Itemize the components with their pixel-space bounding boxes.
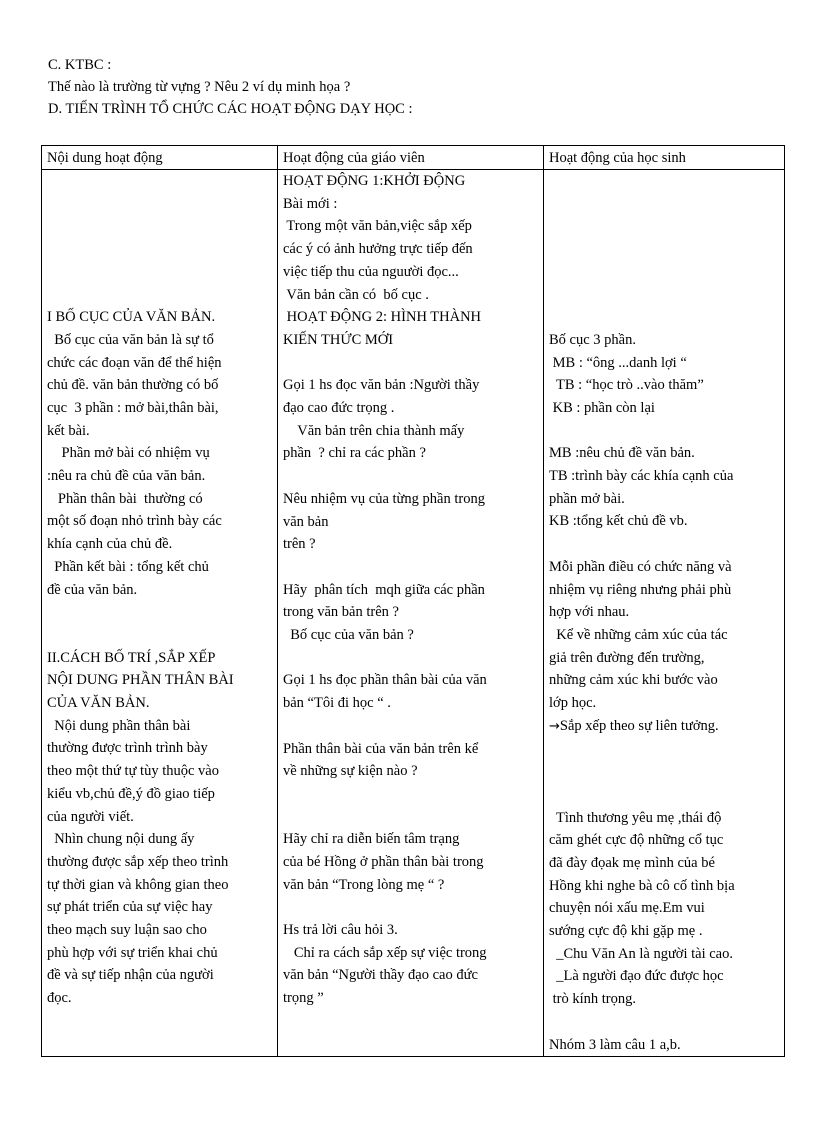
right-arrow-icon: → bbox=[549, 718, 560, 734]
student-line: KB :tổng kết chủ đề vb. bbox=[549, 513, 688, 530]
content-line: :nêu ra chủ đề của văn bản. bbox=[47, 468, 206, 485]
content-line: Bố cục của văn bản là sự tổ bbox=[47, 331, 214, 348]
student-line: Mỗi phần điều có chức năng và bbox=[549, 558, 732, 575]
lesson-plan-table bbox=[41, 145, 785, 1057]
student-line bbox=[549, 761, 780, 784]
teacher-line: Hãy chỉ ra diễn biến tâm trạng bbox=[283, 831, 460, 848]
student-line bbox=[549, 170, 780, 193]
student-line bbox=[549, 238, 780, 261]
header-content: Nội dung hoạt động bbox=[42, 146, 278, 170]
student-line: chuyện nói xấu mẹ.Em vui bbox=[549, 900, 705, 917]
teacher-line bbox=[283, 352, 539, 375]
header-student: Hoạt động của học sinh bbox=[544, 146, 785, 170]
student-line bbox=[549, 1011, 780, 1034]
teacher-line: HOẠT ĐỘNG 1:KHỞI ĐỘNG bbox=[283, 173, 466, 189]
student-line bbox=[549, 306, 780, 329]
teacher-line: bản “Tôi đi học “ . bbox=[283, 695, 391, 712]
teacher-line: Trong một văn bản,việc sắp xếp bbox=[283, 218, 472, 235]
content-line: theo mạch suy luận sao cho bbox=[47, 922, 207, 939]
content-line: CỦA VĂN BẢN. bbox=[47, 695, 150, 712]
student-line: Tình thương yêu mẹ ,thái độ bbox=[549, 809, 722, 826]
content-line: chủ đề. văn bản thường có bố bbox=[47, 377, 219, 394]
student-line: TB :trình bày các khía cạnh của bbox=[549, 468, 734, 485]
content-line: II.CÁCH BỐ TRÍ ,SẮP XẾP bbox=[47, 649, 216, 666]
content-line bbox=[47, 261, 273, 284]
table-body-row bbox=[42, 170, 785, 1057]
teacher-line: trên ? bbox=[283, 536, 316, 553]
student-line: Sắp xếp theo sự liên tưởng. bbox=[559, 717, 719, 734]
teacher-line: KIẾN THỨC MỚI bbox=[283, 331, 394, 348]
header-teacher: Hoạt động của giáo viên bbox=[278, 146, 544, 170]
content-line bbox=[47, 193, 273, 216]
content-line: kết bài. bbox=[47, 422, 90, 439]
teacher-line: đạo cao đức trọng . bbox=[283, 400, 395, 417]
content-line: phù hợp với sự triển khai chủ bbox=[47, 944, 218, 961]
student-line: đã đày đọak mẹ mình của bé bbox=[549, 854, 715, 871]
content-line: I BỐ CỤC CỦA VĂN BẢN. bbox=[47, 309, 216, 326]
content-line: theo một thứ tự tùy thuộc vào bbox=[47, 763, 219, 780]
student-line bbox=[549, 215, 780, 238]
content-line: thường được sắp xếp theo trình bbox=[47, 853, 229, 870]
teacher-line: trong văn bản trên ? bbox=[283, 604, 399, 621]
content-column bbox=[42, 170, 278, 1057]
content-line: của người viết. bbox=[47, 808, 134, 825]
teacher-line: việc tiếp thu của nguười đọc... bbox=[283, 263, 459, 280]
student-line: giả trên đường đến trường, bbox=[549, 649, 705, 666]
content-line: thường được trình trình bày bbox=[47, 740, 208, 757]
teacher-line: Bố cục của văn bản ? bbox=[283, 627, 414, 644]
content-line: Phần thân bài thường có bbox=[47, 490, 203, 507]
student-line: Bố cục 3 phần. bbox=[549, 331, 636, 348]
student-line: KB : phần còn lại bbox=[549, 399, 655, 416]
content-line: sự phát triển của sự việc hay bbox=[47, 899, 213, 916]
teacher-line: văn bản “Người thầy đạo cao đức bbox=[283, 967, 478, 984]
teacher-line: HOẠT ĐỘNG 2: HÌNH THÀNH bbox=[283, 309, 482, 326]
content-line: cục 3 phần : mở bài,thân bài, bbox=[47, 399, 219, 416]
table-header-row bbox=[42, 146, 785, 170]
student-line: Hồng khi nghe bà cô cố tình bịa bbox=[549, 877, 735, 894]
student-line bbox=[549, 533, 780, 556]
student-line: _Là người đạo đức được học bbox=[549, 968, 724, 985]
teacher-line: về những sự kiện nào ? bbox=[283, 763, 418, 780]
intro-block bbox=[48, 54, 413, 120]
student-line bbox=[549, 738, 780, 761]
student-line: _Chu Văn An là người tài cao. bbox=[549, 945, 733, 962]
student-line bbox=[549, 420, 780, 443]
content-line: tự thời gian và không gian theo bbox=[47, 876, 229, 893]
teacher-line: Gọi 1 hs đọc văn bản :Người thầy bbox=[283, 377, 480, 394]
student-line: hợp với nhau. bbox=[549, 604, 630, 621]
student-line: trò kính trọng. bbox=[549, 991, 636, 1008]
content-line bbox=[47, 624, 273, 647]
student-line: căm ghét cực độ những cổ tục bbox=[549, 832, 724, 849]
teacher-line bbox=[283, 715, 539, 738]
teacher-line: Văn bản trên chia thành mấy bbox=[283, 422, 465, 439]
teacher-column bbox=[278, 170, 544, 1057]
content-line: Nhìn chung nội dung ấy bbox=[47, 831, 195, 848]
teacher-line: văn bản “Trong lòng mẹ “ ? bbox=[283, 876, 445, 893]
teacher-line: Chỉ ra cách sắp xếp sự việc trong bbox=[283, 944, 487, 961]
teacher-line: Bài mới : bbox=[283, 195, 338, 212]
content-line: một số đoạn nhỏ trình bày các bbox=[47, 513, 222, 530]
content-line: khía cạnh của chủ đề. bbox=[47, 536, 173, 553]
student-line: nhiệm vụ riêng nhưng phải phù bbox=[549, 581, 732, 598]
student-line bbox=[549, 784, 780, 807]
student-column bbox=[544, 170, 785, 1057]
content-line bbox=[47, 215, 273, 238]
teacher-line: Gọi 1 hs đọc phần thân bài của văn bbox=[283, 672, 487, 689]
teacher-line: văn bản bbox=[283, 513, 329, 530]
student-line: MB : “ông ...danh lợi “ bbox=[549, 354, 687, 371]
content-line bbox=[47, 238, 273, 261]
teacher-line bbox=[283, 783, 539, 806]
student-line bbox=[549, 193, 780, 216]
student-line: MB :nêu chủ đề văn bản. bbox=[549, 445, 695, 462]
content-line: Nội dung phần thân bài bbox=[47, 717, 191, 734]
content-line: Phần mở bài có nhiệm vụ bbox=[47, 445, 210, 462]
teacher-line bbox=[283, 647, 539, 670]
student-line: TB : “học trò ..vào thăm” bbox=[549, 377, 704, 394]
teacher-line bbox=[283, 556, 539, 579]
teacher-line: Hs trả lời câu hỏi 3. bbox=[283, 922, 398, 939]
teacher-line: Nêu nhiệm vụ của từng phần trong bbox=[283, 490, 485, 507]
student-line: Kể về những cảm xúc của tác bbox=[549, 626, 728, 643]
teacher-line: Văn bản cần có bố cục . bbox=[283, 286, 429, 303]
content-line: kiểu vb,chủ đề,ý đồ giao tiếp bbox=[47, 785, 215, 802]
student-line: phần mở bài. bbox=[549, 490, 625, 507]
teacher-line: Phần thân bài của văn bản trên kể bbox=[283, 740, 479, 757]
content-line bbox=[47, 283, 273, 306]
student-line: Nhóm 3 làm câu 1 a,b. bbox=[549, 1036, 681, 1053]
teacher-line: trọng ” bbox=[283, 990, 324, 1007]
student-line: lớp học. bbox=[549, 695, 597, 712]
content-line bbox=[47, 601, 273, 624]
teacher-line: của bé Hồng ở phần thân bài trong bbox=[283, 853, 484, 870]
teacher-line: Hãy phân tích mqh giữa các phần bbox=[283, 581, 485, 598]
student-line bbox=[549, 283, 780, 306]
content-line: Phần kết bài : tổng kết chủ bbox=[47, 558, 209, 575]
review-question: Thế nào là trường từ vựng ? Nêu 2 ví dụ minh họa ? bbox=[48, 79, 351, 95]
teacher-line: các ý có ảnh hưởng trực tiếp đến bbox=[283, 241, 473, 258]
section-d-heading: D. TIẾN TRÌNH TỔ CHỨC CÁC HOẠT ĐỘNG DẠY HỌC : bbox=[48, 101, 413, 117]
teacher-line bbox=[283, 806, 539, 829]
teacher-line bbox=[283, 465, 539, 488]
content-line: NỘI DUNG PHẦN THÂN BÀI bbox=[47, 672, 234, 689]
content-line: đề của văn bản. bbox=[47, 581, 138, 598]
teacher-line bbox=[283, 896, 539, 919]
ktbc-heading: C. KTBC : bbox=[48, 57, 112, 73]
student-line: những cảm xúc khi bước vào bbox=[549, 672, 718, 689]
content-line: đề và sự tiếp nhận của người bbox=[47, 967, 214, 984]
student-line: sướng cực độ khi gặp mẹ . bbox=[549, 923, 703, 940]
content-line: đọc. bbox=[47, 990, 72, 1007]
content-line: chức các đoạn văn để thể hiện bbox=[47, 354, 222, 371]
content-line bbox=[47, 170, 273, 193]
student-line bbox=[549, 261, 780, 284]
teacher-line: phần ? chỉ ra các phần ? bbox=[283, 445, 426, 462]
